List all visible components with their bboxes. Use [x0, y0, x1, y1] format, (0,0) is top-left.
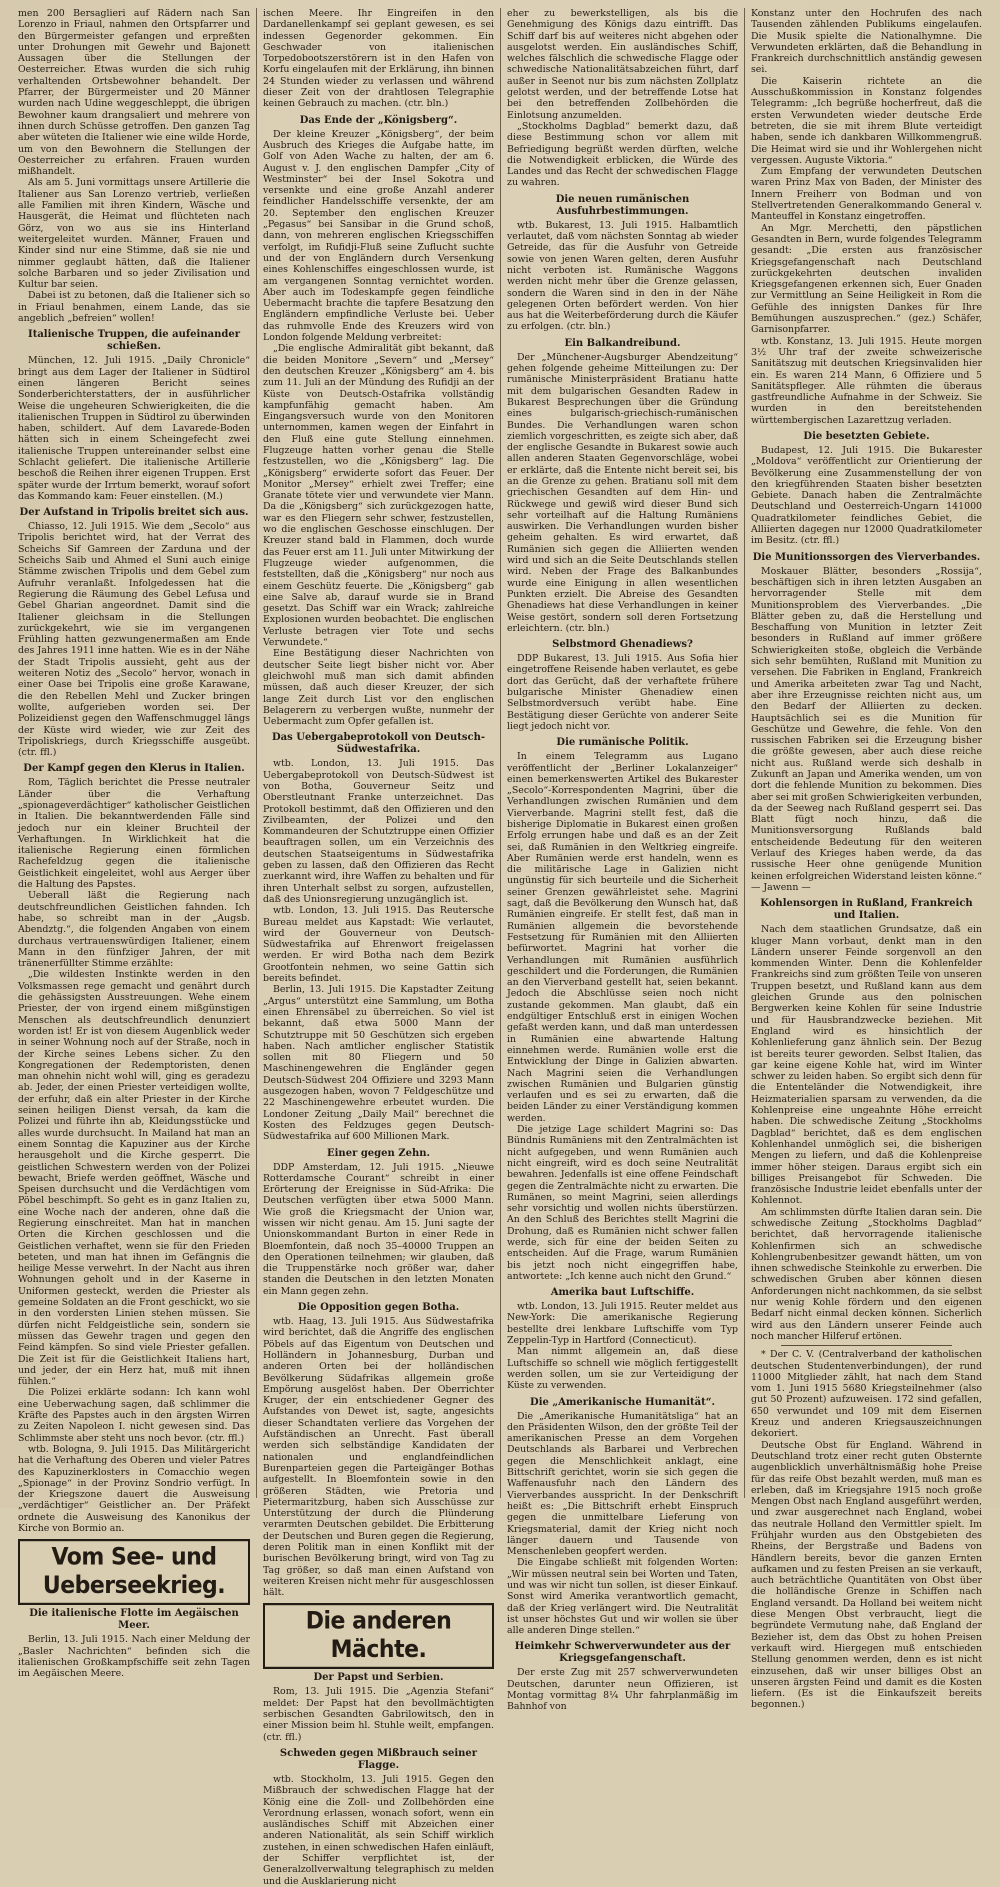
- section-banner: Vom See- und Ueberseekrieg.: [18, 1539, 250, 1605]
- article-paragraph: „Die wildesten Instinkte werden in den Volksmassen rege gemacht und genährt durch die gehässigsten Ausstreuungen. Wehe einem Priester, der von irgend einem mißgünstigen Menschen als deutschfreundlich denunziert worden ist! Er ist von diesem Augenblick weder in seiner Wohnung noch auf der Straße, noch in der Kirche seines Lebens sicher. Zu den Kongregationen der Redemptoristen, denen man ohnehin nicht wohl will, ging es geradezu ab. Jeder, der einen Priester verteidigen wollte, der erfuhr, daß ein alter Priester in der Kirche seinen heiligen Dienst versah, da kam die Polizei und führte ihn ab, Kleidungsstücke und alles wurde durchsucht. In Mailand hat man an einem Sonntag die Kapuziner aus der Kirche herausgeholt und die Kirche gesperrt. Die geistlichen Schwestern werden von der Polizei bewacht, Briefe werden geöffnet, Wäsche und Speisen durchsucht und die Verdächtigen vom Pöbel beschimpft. So geht es in ganz Italien zu, eine Woche nach der anderen, ohne daß die Regierung einschreitet. Man hat in manchen Orten die Kirchen geschlossen und die Geistlichen verhaftet, wenn sie für den Frieden beteten, und man hat ihnen im Gefängnis die heilige Messe verwehrt. In der Nacht aus ihren Wohnungen geholt und in der Kaserne in Uniformen gesteckt, werden die Priester als gemeine Soldaten an die Front geschickt, wo sie in den vordersten Linien stehen müssen. Sie dürfen nicht Feldgeistliche sein, sondern sie müssen das Gewehr tragen und gegen den Feind kämpfen. So sind viele Priester gefallen. Die Zeit ist für die Geistlichkeit Italiens hart, und jeder, der ein Herz hat, muß mit ihnen fühlen.“: [18, 969, 250, 1388]
- article-paragraph: wtb. Bukarest, 13. Juli 1915. Halbamtlich verlautet, daß vom nächsten Sonntag ab wieder Getreide, das für die Ausfuhr von Getreide sowie von jenen Waren gelten, deren Ausfuhr nicht verboten ist. Rumänische Waggons werden nicht mehr über die Grenze gelassen, sondern die Waren sind in den in der Nähe gelegenen Orten befördert werden. Von hier aus hat die Weiterbeförderung durch die Käufer zu erfolgen. (ctr. bln.): [507, 219, 738, 333]
- article-paragraph: Die jetzige Lage schildert Magrini so: Das Bündnis Rumäniens mit den Zentralmächten ist nicht aufgegeben, und wenn Rumänien auch nicht eingreift, wird es doch seine Neutralität bewahren. Jedenfalls ist eine offene Feindschaft gegen die Zentralmächte nicht zu erwarten. Die Rumänen, so meint Magrini, seien allerdings sehr vorsichtig und wollen nichts überstürzen. An den Schluß des Berichtes stellt Magrini die Drohung, daß es Rumänien nicht schwer fallen werde, sich für eine der beiden Seiten zu entscheiden. Auf die Frage, warum Rumänien bis jetzt noch nicht eingegriffen habe, antwortete: „Ich kenne auch nicht den Grund.“: [507, 1124, 738, 1282]
- column-container: [12, 8, 990, 1887]
- article-headline: Die Opposition gegen Botha.: [297, 1302, 460, 1314]
- article-headline: Ein Balkandreibund.: [564, 337, 681, 349]
- article-paragraph: Budapest, 12. Juli 1915. Die Bukarester „Moldova“ veröffentlicht zur Orientierung der Bevölkerung eine Zusammenstellung der von den kriegführenden Staaten bisher besetzten Gebiete. Danach haben die Zentralmächte Deutschland und Oesterreich-Ungarn 141000 Quadratkilometer feindliches Gebiet, die Alliierten dagegen nur 12000 Quadratkilometer im Besitz. (ctr. ffl.): [751, 444, 982, 547]
- article-paragraph: Man nimmt allgemein an, daß diese Luftschiffe so schnell wie möglich fertiggestellt werden sollen, um sie zur Verteidigung der Küste zu verwenden.: [507, 1346, 738, 1392]
- article-headline: Kohlensorgen in Rußland, Frankreich und Italien.: [760, 898, 973, 922]
- section-divider: [781, 1345, 952, 1346]
- article-paragraph: wtb. Bologna, 9. Juli 1915. Das Militärgericht hat die Verhaftung des Oberen und vieler Patres des Kapuzinerklosters in Comacchio wegen „Spionage“ in der Provinz Sondrio verfügt. In der Kriegszone dauert die Ausweisung „verdächtiger“ Geistlicher an. Der Präfekt ordnete die Ausweisung des Kanonikus der Kirche von Bormio an.: [18, 1443, 250, 1534]
- article-paragraph: Am schlimmsten dürfte Italien daran sein. Die schwedische Zeitung „Stockholms Dagblad“ berichtet, daß hervorragende italienische Kohlenfirmen sich an schwedische Kohlengrubenbesitzer gewandt hätten, um von ihnen schwedische Steinkohle zu erwerben. Die schwedischen Gruben aber können diesen Anforderungen nicht nachkommen, da sie selbst nur wenig Kohle fördern und den eigenen Bedarf nicht einmal decken können. Sicherlich wird aus den Ländern unserer Feinde auch noch mancher Hilferuf ertönen.: [751, 1206, 982, 1342]
- article-headline: Selbstmord Ghenadiews?: [552, 639, 693, 651]
- article-headline: Das Ende der „Königsberg“.: [299, 114, 458, 126]
- article-paragraph: Als am 5. Juni vormittags unsere Artillerie die Italiener aus San Lorenzo vertrieb, verließen alle Familien mit ihren Kindern, Wäsche und Hausgerät, die Heimat und flüchteten nach Görz, von wo aus sie ins Hinterland weitergeleitet wurden. Männer, Frauen und Kinder sind nur eine Stimme, daß sie nie und nimmer geglaubt hätten, daß die Italiener solche Barbaren und so jeder Zivilisation und Kultur bar seien.: [18, 177, 250, 291]
- article-paragraph: Rom, Täglich berichtet die Presse neutraler Länder über die Verhaftung „spionageverdächtiger“ katholischer Geistlichen in Italien. Die bekanntwerdenden Fälle sind jedoch nur ein kleiner Bruchteil der Verhaftungen. In Wirklichkeit hat die italienische Regierung einen förmlichen Rachefeldzug gegen die italienische Geistlichkeit eingeleitet, wohl aus Aerger über die Haltung des Papstes.: [18, 777, 250, 891]
- article-headline: Heimkehr Schwerverwundeter aus der Kriegsgefangenschaft.: [514, 1641, 731, 1665]
- article-headline: Die „Amerikanische Humanität“.: [530, 1396, 715, 1408]
- article-paragraph: Deutsche Obst für England. Während in Deutschland trotz einer recht guten Obsternte augenblicklich unverhältnismäßig hohe Preise für das reife Obst bezahlt werden, muß man es erleben, daß im Kriegsjahre 1915 noch große Mengen Obst nach England ausgeführt werden, und zwar ausgerechnet nach England, wobei das neutrale Holland den Vermittler spielt. Im Frühjahr wurden aus den Obstgebieten des Rheins, der Bergstraße und Badens von Händlern bereits, bevor die ganzen Ernten aufkamen und zu festen Preisen an sie verkauft, auch beträchtliche Quantitäten von Obst über die holländische Grenze in Schiffen nach England versandt. Da Holland bei weitem nicht diese Mengen Obst verbraucht, liegt die begründete Vermutung nahe, daß England der Bezieher ist, dem das Obst zu hohen Preisen verkauft wird. Hiergegen muß entschieden Stellung genommen werden, denn es ist nicht einzusehen, daß wir unser billiges Obst an unseren ärgsten Feind und damit es die Kosten liefern. (Es ist die Einkaufszeit bereits begonnen.): [751, 1439, 982, 1711]
- article-paragraph: „Die englische Admiralität gibt bekannt, daß die beiden Monitore „Severn“ und „Mersey“ den deutschen Kreuzer „Königsberg“ am 4. bis zum 11. Juli an der Mündung des Rufidji an der Küste von Deutsch-Ostafrika vollständig kampfunfähig gemacht haben. Am Eingangsversuch wurde von den Monitoren unternommen, kamen wegen der Einfahrt in den Fluß eine gute Stellung einnehmen. Flugzeuge hatten vorher genau die Stelle festzustellen, wo die „Königsberg“ lag. Die „Königsberg“ erwiderte sofort das Feuer. Der Monitor „Mersey“ erhielt zwei Treffer; eine Granate tötete vier und verwundete vier Mann. Da die „Königsberg“ sich zurückgezogen hatte, war es den Fliegern sehr schwer, festzustellen, wo die englischen Geschosse einschlugen. Der Kreuzer stand bald in Flammen, doch wurde das Feuer erst am 11. Juli unter Mitwirkung der Flugzeuge wieder aufgenommen, die feststellten, daß die „Königsberg“ nur noch aus einem Geschütz feuerte. Die „Königsberg“ gab eine Salve ab, darauf wurde sie in Brand gesetzt. Das Schiff war ein Wrack; zahlreiche Explosionen wurden beobachtet. Die englischen Verluste betragen vier Tote und sechs Verwundete.“: [263, 343, 494, 649]
- article-paragraph: men 200 Bersaglieri auf Rädern nach San Lorenzo in Friaul, nahmen den Ortspfarrer und den Bürgermeister gefangen und erpreßten unter Drohungen mit Gewehr und Bajonett Aussagen über die Stellungen der Oesterreicher. Etwas wurden die sich ruhig verhaltenden Ortsbewohner behandelt. Der Pfarrer, der Bürgermeister und 20 Männer wurden nach Udine weggeschleppt, die übrigen Bewohner kaum drangsaliert und mehrere von ihnen durch Schüsse getroffen. Den ganzen Tag aber wüteten die Italiener wie eine wilde Horde, um von den Bewohnern die Stellungen der Oesterreicher zu erfahren. Frauen wurden mißhandelt.: [18, 8, 250, 178]
- article-headline: Die besetzten Gebiete.: [803, 430, 930, 442]
- article-paragraph: Die „Amerikanische Humanitätsliga“ hat an den Präsidenten Wilson, den der größte Teil der amerikanischen Presse an dem Vorgehen Deutschlands als Barbarei und Verbrechen gegen die Menschlichkeit anklagt, eine Bittschrift gerichtet, worin sie sich gegen die Waffenausfuhr nach den Ländern des Vierverbandes ausspricht. In der Denkschrift heißt es: „Die Bittschrift erhebt Einspruch gegen die unmittelbare Lieferung von Kriegsmaterial, damit der Krieg nicht noch länger dauern und Tausende von Menschenleben geopfert werden.: [507, 1410, 738, 1558]
- article-paragraph: Eine Bestätigung dieser Nachrichten von deutscher Seite liegt bisher nicht vor. Aber gleichwohl muß man sich damit abfinden müssen, daß auch dieser Kreuzer, der sich lange Zeit durch List vor den englischen Belagerern zu verbergen wußte, nunmehr der Uebermacht zum Opfer gefallen ist.: [263, 648, 494, 728]
- article-paragraph: Dabei ist zu betonen, daß die Italiener sich so in Friaul benahmen, einem Lande, das sie angeblich „befreien“ wollen!: [18, 290, 250, 325]
- article-paragraph: wtb. London, 13. Juli 1915. Das Uebergabeprotokoll von Deutsch-Südwest ist von Botha, Gouverneur Seitz und Oberstleutnant Franke unterzeichnet. Das Protokoll bestimmt, daß den Offizieren und den Zivilbeamten, der Polizei und den Kommandeuren der Schutztruppe einen Offizier beauftragen sollen, um ein Verzeichnis des deutschen Staatseigentums in Südwestafrika geben zu lassen, daß den Offizieren das Recht zuerkannt wird, ihre Waffen zu behalten und für ihren Unterhalt selbst zu sorgen, aufzustellen, daß des Unionsregierung unzugänglich ist.: [263, 758, 494, 905]
- article-paragraph: ischen Meere. Ihr Eingreifen in den Dardanellenkampf sei geplant gewesen, es sei indessen Gegenorder gekommen. Ein Geschwader von italienischen Torpedobootszerstörern ist in den Hafen von Korfu eingelaufen mit der Erklärung, ihn binnen 24 Stunden wieder zu verlassen und während dieser Zeit von der drahtlosen Telegraphie keinen Gebrauch zu machen. (ctr. bln.): [263, 8, 494, 110]
- article-paragraph: * Der C. V. (Centralverband der katholischen deutschen Studentenverbindungen), der rund 11000 Mitglieder zählt, hat nach dem Stand vom 1. Juni 1915 5680 Kriegsteilnehmer (also gut 50 Prozent) aufzuweisen. 172 sind gefallen, 650 verwundet und 109 mit dem Eisernen Kreuz und anderen Kriegsauszeichnungen dekoriert.: [751, 1349, 982, 1440]
- article-paragraph: wtb. London, 13. Juli 1915. Das Reutersche Bureau meldet aus Kapstadt: Wie verlautet, wird der Gouverneur von Deutsch-Südwestafrika auf Ehrenwort freigelassen werden. Er wird Botha nach dem Bezirk Grootfontein nehmen, wo seine Gattin sich bereits befindet.: [263, 905, 494, 985]
- article-headline: Amerika baut Luftschiffe.: [550, 1287, 695, 1299]
- article-paragraph: wtb. London, 13. Juli 1915. Reuter meldet aus New-York: Die amerikanische Regierung bestellte drei lenkbare Luftschiffe vom Typ Zeppelin-Typ in Hartford (Connecticut).: [507, 1301, 738, 1347]
- article-paragraph: wtb. Haag, 13. Juli 1915. Aus Südwestafrika wird berichtet, daß die Angriffe des englischen Pöbels auf das Eigentum von Deutschen und Holländern in Johannesburg, Durban und anderen Orten bei der holländischen Bevölkerung Südafrikas allgemein große Empörung ausgelöst haben. Der Oberrichter Kruger, der ein entschiedener Gegner des Aufstandes von Dewet ist, sagte, angesichts dieser Schandtaten verliere das Vorgehen der Aufständischen an Unrecht. Fast überall werden sich selbständige Kandidaten der nationalen und englandfeindlichen Burenparteien gegen die Parteigänger Bothas aufgestellt. In Bloemfontein sowie in den größeren Städten, wie Pretoria und Pietermaritzburg, haben sich Ausschüsse zur Unterstützung der durch die Plünderung verarmten Deutschen gebildet. Die Erbitterung der Deutschen und Buren gegen die Regierung, deren Politik man in einen Konflikt mit der burischen Bevölkerung bringt, wird von Tag zu Tag größer, so daß man einen Aufstand von weiteren Kreisen nicht mehr für ausgeschlossen hält.: [263, 1316, 494, 1599]
- article-paragraph: Chiasso, 12. Juli 1915. Wie dem „Secolo“ aus Tripolis berichtet wird, hat der Verrat des Scheichs Sif Gamreen der Zarduna und der Scheichs Saib und Ahmed el Suni auch einige Stämme zwischen Tripolis und dem Gebel zum Aufruhr veranlaßt. Infolgedessen hat die Regierung die Räumung des Gebel Lefusa und Gebel Gharian angeordnet. Damit sind die Italiener gleichsam in die Stellungen zurückgekehrt, wie sie im vergangenen Frühling hatten gezwungenermaßen am Ende des Jahres 1911 inne hatten. Wie es in der Nähe der Stadt Tripolis aussieht, geht aus der weiteren Notiz des „Secolo“ hervor, wonach in einer Oase bei Tripolis eine große Karawane, die den Rebellen Mehl und Zucker bringen wollte, aufgerieben worden sei. Der Polizeidienst gegen den Waffenschmuggel längs der Küste wird wieder, wie zur Zeit des Tripoliskriegs, durch Kriegsschiffe ausgeübt. (ctr. ffl.): [18, 521, 250, 759]
- article-paragraph: Konstanz unter den Hochrufen des nach Tausenden zählenden Publikums eingelaufen. Die Musik spielte die Nationalhymne. Die Verwundeten erklärten, daß die Behandlung in Frankreich durchschnittlich anständig gewesen sei.: [751, 8, 982, 76]
- article-headline: Die neuen rumänischen Ausfuhrbestimmungen.: [555, 193, 690, 217]
- article-headline: Der Papst und Serbien.: [313, 1672, 444, 1684]
- article-paragraph: „Stockholms Dagblad“ bemerkt dazu, daß diese Bestimmung schon vor allem mit Befriedigung begrüßt werden dürften, welche die Notwendigkeit erblicken, die Würde des Landes und das Recht der schwedischen Flagge zu wahren.: [507, 120, 738, 189]
- article-paragraph: An Mgr. Merchetti, den päpstlichen Gesandten in Bern, wurde folgendes Telegramm gesandt: „Die ersten aus französischer Kriegsgefangenschaft nach Deutschland zurückgekehrten deutschen invaliden Kriegsgefangenen erkennen sich, Euer Gnaden zur Vermittlung an Seine Heiligkeit in Rom die Gefühle des innigsten Dankes für Ihre Bemühungen auszusprechen.“ (gez.) Schäfer, Garnisonpfarrer.: [751, 222, 982, 336]
- article-paragraph: In einem Telegramm aus Lugano veröffentlicht der „Berliner Lokalanzeiger“ einen bemerkenswerten Artikel des Bukarester „Secolo“-Korrespondenten Magrini, über die Verhandlungen zwischen Rumänien und dem Vierverbande. Magrini stellt fest, daß die bisherige Diplomatie in Bukarest einen großen Erfolg errungen habe und daß es an der Zeit sei, daß Rumänien in den Weltkrieg eingreife. Aber Rumänien werde erst handeln, wenn es die militärische Lage in Galizien nicht ungünstig für sich beurteile und die Sicherheit seiner Grenzen gewährleistet sehe. Magrini sagt, daß die Bevölkerung den Wunsch hat, daß Rumänien eingreife. Er stellt fest, daß man in Rumänien allgemein die bevorstehende Festsetzung für Rumänien mit den Alliierten befürwortet. Magrini hat vorher die Verhandlungen mit Rumänien ausführlich geschildert und die Forderungen, die Rumänien an den Vierverband gestellt hat, seien bekannt. Jedoch die Abschlüsse seien noch nicht zustande gekommen. Man glaubt, daß ein endgültiger Entschluß erst in einigen Wochen gefaßt werden kann, und daß man unterdessen in Rumänien eine abwartende Haltung einnehmen werde. Rumänien wolle erst die Entwicklung der Dinge in Galizien abwarten. Nach Magrini seien die Verhandlungen zwischen Rumänien und Bulgarien günstig verlaufen und es sei zu erwarten, daß die beiden Länder zu einer Verständigung kommen werden.: [507, 751, 738, 1124]
- article-paragraph: München, 12. Juli 1915. „Daily Chronicle“ bringt aus dem Lager der Italiener in Südtirol einen längeren Bericht seines Sonderberichterstatters, der in ausführlicher Weise die ungeheuren Schwierigkeiten, die die italienischen Truppen in Südtirol zu überwinden haben, schildert. Auf dem Lavarede-Boden hätten sich in einem Scheingefecht zwei italienische Truppen untereinander selbst eine Schlacht geliefert. Die italienische Artillerie beschoß die Reihen ihrer eigenen Truppen. Erst später wurde der Irrtum bemerkt, worauf sofort das Kommando kam: Feuer einstellen. (M.): [18, 355, 250, 502]
- article-paragraph: Moskauer Blätter, besonders „Rossija“, beschäftigen sich in ihren letzten Ausgaben an hervorragender Stelle mit dem Munitionsproblem des Vierverbandes. „Die Blätter geben zu, daß die Herstellung und Beschaffung von Munition in letzter Zeit besonders in Rußland auf immer größere Schwierigkeiten stoße, obgleich die Verbände sich sehr bemühten, Rußland mit Munition zu versehen. Die Fabriken in England, Frankreich und Amerika arbeiteten zwar Tag und Nacht, aber ihre Erzeugnisse reichten nicht aus, um den Bedarf der Alliierten zu decken. Hauptsächlich sei es die Munition für Geschütze und Gewehre, die fehle. Von den russischen Fabriken sei die Erzeugung bisher die größte gewesen, aber auch diese reiche nicht aus. Rußland werde sich deshalb in Zukunft an Japan und Amerika wenden, um von dort die fehlende Munition zu bekommen. Dies aber sei mit großen Schwierigkeiten verbunden, da der Seeweg nach Rußland gesperrt sei. Das Blatt fügt noch hinzu, daß die Munitionsversorgung Rußlands bald entscheidende Bedeutung für den weiteren Verlauf des Krieges haben werde, da das russische Heer ohne genügende Munition keinen erfolgreichen Widerstand leisten könne.“ — Jawenn —: [751, 565, 982, 893]
- column-1: [12, 8, 256, 1680]
- article-paragraph: Berlin, 13. Juli 1915. Nach einer Meldung der „Basler Nachrichten“ befinden sich die italienischen Großkampfschiffe seit zehn Tagen im Aegäischen Meere.: [18, 1634, 250, 1680]
- article-headline: Die italienische Flotte im Aegäischen Meer.: [29, 1608, 239, 1632]
- article-paragraph: wtb. Konstanz, 13. Juli 1915. Heute morgen 3½ Uhr traf der zweite schweizerische Sanitätszug mit deutschen Kriegsinvaliden hier ein. Es waren 214 Mann, 6 Offiziere und 5 Sanitätspfleger. Alle rühmten die überaus gastfreundliche Aufnahme in der Schweiz. Sie wurden in den bereitstehenden württembergischen Lazarettzug verladen.: [751, 335, 982, 426]
- article-paragraph: DDP Amsterdam, 12. Juli 1915. „Nieuwe Rotterdamsche Courant“ schreibt in einer Erörterung der Ereignisse in Süd-Afrika: Die Deutschen verfügten über etwa 5000 Mann. Wie groß die Kriegsmacht der Union war, wissen wir nicht genau. Am 15. Juni sagte der Unionskommandant Burton in einer Rede in Bloemfontein, daß noch 35–40000 Truppen an den Operationen teilnehmen; wir glauben, daß die Truppenstärke noch größer war, daher standen die Deutschen in den letzten Monaten ein Mann gegen zehn.: [263, 1161, 494, 1297]
- article-paragraph: Zum Empfang der verwundeten Deutschen waren Prinz Max von Baden, der Minister des Innern Freiherr von Bodman und von Stellvertretenden Generalkommando General v. Manteuffel in Konstanz eingetroffen.: [751, 166, 982, 223]
- article-paragraph: Die Polizei erklärte sodann: Ich kann wohl eine Ueberwachung sagen, daß schlimmer die Kräfte des Papstes auch in den ärgsten Wirren zu Zeiten Napoleon I. nicht gewesen sind. Das Schlimmste aber steht uns noch bevor. (ctr. ffl.): [18, 1387, 250, 1444]
- article-paragraph: wtb. Stockholm, 13. Juli 1915. Gegen den Mißbrauch der schwedischen Flagge hat der König eine die Zoll- und Zollbehörden eine Verordnung erlassen, wonach sofort, wenn ein ausländisches Schiff mit Abzeichen einer anderen Nationalität, als sein Schiff wirklich zustehen, in einen schwedischen Hafen einläuft, der Schiffer verpflichtet ist, der Generalzollverwaltung telegraphisch zu melden und die Ausklarierung nicht: [263, 1773, 494, 1887]
- section-banner: Die anderen Mächte.: [263, 1603, 494, 1669]
- article-headline: Schweden gegen Mißbrauch seiner Flagge.: [279, 1747, 478, 1771]
- article-paragraph: DDP Bukarest, 13. Juli 1915. Aus Sofia hier eingetroffene Reisende haben verlautet, es gebe dort das Gerücht, daß der verhaftete frühere bulgarische Minister Ghenadiew einen Selbstmordversuch verübt habe. Eine Bestätigung dieser Gerüchte von anderer Seite liegt jedoch nicht vor.: [507, 653, 738, 732]
- article-paragraph: Der erste Zug mit 257 schwerverwundeten Deutschen, darunter neun Offizieren, ist Montag vormittag 8¼ Uhr fahrplanmäßig im Bahnhof von: [507, 1667, 738, 1713]
- article-paragraph: eher zu bewerkstelligen, als bis die Genehmigung des Königs dazu eintrifft. Das Schiff darf bis auf weiteres nicht abgehen oder ausgelotst werden. Ein ausländisches Schiff, welches fälschlich die schwedische Flagge oder schwedische Nationalitätsabzeichen führt, darf außer in Seenot nur bis zum nächsten Zollplatz gelotst werden, und der betreffende Lotse hat bei den betreffenden Zollbehörden die Einlotsung anzumelden.: [507, 8, 738, 121]
- article-headline: Das Uebergabeprotokoll von Deutsch-Südwestafrika.: [272, 732, 485, 756]
- column-4: [744, 8, 988, 1711]
- article-headline: Italienische Truppen, die aufeinander schießen.: [28, 329, 240, 353]
- article-headline: Die Munitionssorgen des Vierverbandes.: [752, 551, 981, 563]
- article-headline: Der Kampf gegen den Klerus in Italien.: [23, 763, 245, 775]
- article-paragraph: Ueberall läßt die Regierung nach deutschfreundlichen Geistlichen fahnden. Ich habe, so schreibt man in der „Augsb. Abendztg.“, die folgenden Angaben von einem durchaus vertrauenswürdigen Italiener, einem Mann in den fünfziger Jahren, der mit tränenerfüllter Stimme erzählte:: [18, 890, 250, 970]
- article-headline: Die rumänische Politik.: [556, 737, 689, 749]
- article-headline: Einer gegen Zehn.: [327, 1147, 430, 1159]
- article-headline: Der Aufstand in Tripolis breitet sich aus.: [19, 507, 249, 519]
- article-paragraph: Die Kaiserin richtete an die Ausschußkommission in Konstanz folgendes Telegramm: „Ich begrüße hocherfreut, daß die ersten Verwundeten wieder deutsche Erde betreten, die sie mit ihrem Blute verteidigt haben, sende ich dankbaren Willkommengruß. Die Heimat wird sie und ihr Wohlergehen nicht vergessen. Auguste Viktoria.“: [751, 75, 982, 166]
- column-2: [256, 8, 500, 1887]
- article-paragraph: Berlin, 13. Juli 1915. Die Kapstadter Zeitung „Argus“ unterstützt eine Sammlung, um Botha einen Ehrensäbel zu überreichen. So viel ist bekannt, daß etwa 5000 Mann der Schutztruppe mit 50 Geschützen sich ergeben haben. Nach amtlicher englischer Statistik sollen mit 80 Fliegern und 50 Maschinengewehren die Engländer gegen Deutsch-Südwest 204 Offiziere und 3293 Mann ausgezogen haben, wovon 7 Feldgeschütze und 22 Maschinengewehre erbeutet wurden. Die Londoner Zeitung „Daily Mail“ berechnet die Kosten des Feldzuges gegen Deutsch-Südwestafrika auf 600 Millionen Mark.: [263, 984, 494, 1143]
- article-paragraph: Der „Münchener-Augsburger Abendzeitung“ gehen folgende geheime Mitteilungen zu: Der rumänische Ministerpräsident Bratianu hatte mit dem bulgarischen Gesandten Radew in Bukarest Besprechungen über die Gründung eines bulgarisch-griechisch-rumänischen Bundes. Die Verhandlungen waren schon ziemlich vorgeschritten, es zeigte sich aber, daß der englische Gesandte in Bukarest sowie auch allen anderen Staaten Gegenvorschläge, wobei er erklärte, daß die Entente nicht bereit sei, bis an die Grenze zu gehen. Bratianu soll mit dem griechischen Gesandten auf dem Hin- und Rückwege und gewiß wird dieser Bund sich sehr vorteilhaft auf die Haltung Rumäniens auswirken. Die Verhandlungen wurden bisher geheim gehalten. Es wird erwartet, daß Rumänien sich gegen die Alliierten wenden wird und sich an die Seite Deutschlands stellen wird. Neben der Frage des Balkanbundes wurde eine Einigung in allen wesentlichen Punkten erzielt. Die Abreise des Gesandten Ghenadiews hat diese Verhandlungen in keiner Weise gestört, sondern soll deren Fortsetzung erleichtern. (ctr. bln.): [507, 351, 738, 634]
- column-3: [500, 8, 744, 1713]
- article-paragraph: Der kleine Kreuzer „Königsberg“, der beim Ausbruch des Krieges die Aufgabe hatte, im Golf von Aden Wache zu halten, der am 6. August v. J. den englischen Dampfer „City of Westminster“ bei der Insel Sokotra und versenkte und eine große Anzahl anderer feindlicher Handelsschiffe versenkte, der am 20. September den englischen Kreuzer „Pegasus“ bei Sansibar in die Grund schoß, dann, von mehreren englischen Kriegsschiffen verfolgt, im Rufidji-Fluß seine Zuflucht suchte und der von Engländern durch Versenkung eines Kohlenschiffes eingeschlossen wurde, ist am vergangenen Sonntag vernichtet worden. Aber auch im Todeskampfe gegen feindliche Uebermacht brachte die tapfere Besatzung den Engländern empfindliche Verluste bei. Ueber das ruhmvolle Ende des Kreuzers wird von London folgende Meldung verbreitet:: [263, 128, 494, 344]
- article-paragraph: Rom, 13. Juli 1915. Die „Agenzia Stefani“ meldet: Der Papst hat den bevollmächtigten serbischen Gesandten Gabrilowitsch, den in einer Mission beim hl. Stuhle weilt, empfangen. (ctr. ffl.): [263, 1686, 494, 1743]
- article-paragraph: Nach dem staatlichen Grundsatze, daß ein kluger Mann vorbaut, denkt man in den Ländern unserer Feinde sorgenvoll an den kommenden Winter. Denn die Kohlenfelder Frankreichs sind zum größten Teile von unseren Truppen besetzt, und Rußland kann aus dem gleichen Grunde aus den polnischen Bergwerken keine Kohlen für seine Industrie und für Hausbrandzwecke beziehen. Mit England wird es hinsichtlich der Kohlenlieferung ganz ähnlich sein. Der Bezug ist bereits teurer geworden. Selbst Italien, das gar keine eigene Kohle hat, wird im Winter schwer zu leiden haben. So ergibt sich denn für die Ententeländer die Notwendigkeit, ihre Heizmaterialien sparsam zu verwenden, da die Kohlenpreise eine ungeahnte Höhe erreicht haben. Die schwedische Zeitung „Stockholms Dagblad“ berichtet, daß es dem englischen Kohlenhandel unmöglich sei, die bisherigen Mengen zu liefern, und daß die Kohlenpreise immer höher steigen. Daraus ergibt sich ein billiges Preisangebot für Schweden. Die französische Industrie leidet ebenfalls unter der Kohlennot.: [751, 924, 982, 1207]
- article-paragraph: Die Eingabe schließt mit folgenden Worten: „Wir müssen neutral sein bei Worten und Taten, und was wir nicht tun sollen, ist dieser Einkauf. Sonst wird Amerika verantwortlich gemacht, daß der Krieg verlängert wird. Die Neutralität ist unser höchstes Gut und wir wollen sie über alle anderen Dinge stellen.“: [507, 1557, 738, 1637]
